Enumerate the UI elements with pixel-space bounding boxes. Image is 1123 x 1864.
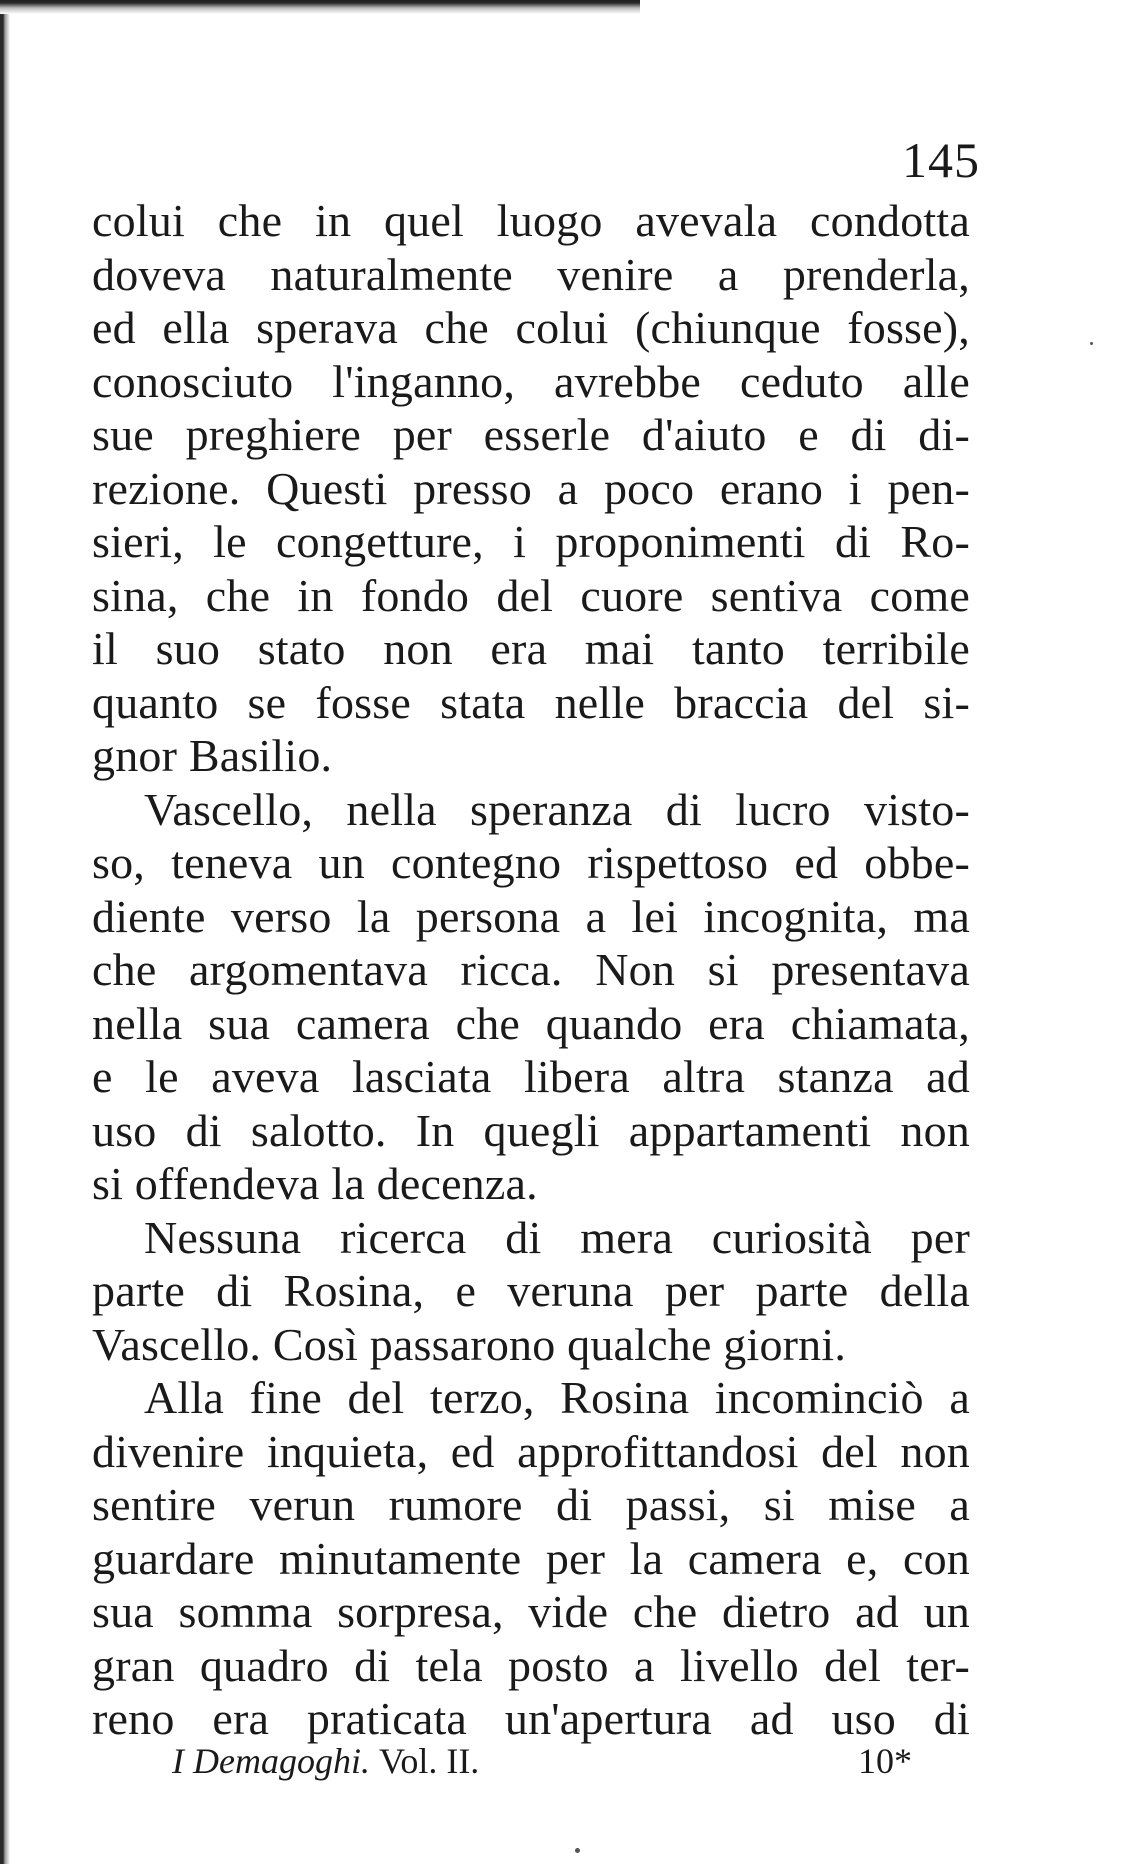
- text-line: il suo stato non era mai tanto terribile: [92, 623, 970, 674]
- text-line: doveva naturalmente venire a prenderla,: [92, 248, 970, 300]
- text-line: sue preghiere per esserle d'aiuto e di di-: [92, 409, 970, 460]
- text-line: sentire verun rumore di passi, si mise a: [92, 1479, 970, 1530]
- text-line: che argomentava ricca. Non si presentava: [92, 944, 970, 995]
- text-line: conosciuto l'inganno, avrebbe ceduto alle: [92, 355, 970, 407]
- text-line: uso di salotto. In quegli appartamenti non: [92, 1104, 970, 1156]
- text-line: nella sua camera che quando era chiamata,: [92, 997, 970, 1049]
- top-edge: [0, 0, 640, 14]
- text-line: Alla fine del terzo, Rosina incominciò a: [144, 1372, 970, 1423]
- footer-signature: [172, 1734, 479, 1788]
- page-footer: [172, 1734, 912, 1788]
- text-line: gnor Basilio.: [92, 730, 333, 781]
- text-line: gran quadro di tela posto a livello del ter-: [92, 1639, 970, 1691]
- sheet-mark: 10*: [858, 1741, 912, 1781]
- signature-title: I Demagoghi.: [172, 1741, 370, 1781]
- page-number: 145: [902, 132, 980, 188]
- text-line: Vascello, nella speranza di lucro visto-: [144, 783, 970, 835]
- text-line: e le aveva lasciata libera altra stanza ad: [92, 1051, 970, 1102]
- text-line: rezione. Questi presso a poco erano i pen-: [92, 462, 970, 514]
- scan-speck: [1090, 342, 1093, 345]
- binding-edge: [0, 0, 10, 1864]
- text-line: diente verso la persona a lei incognita, ma: [92, 890, 970, 942]
- text-line: Nessuna ricerca di mera curiosità per: [144, 1211, 970, 1263]
- scan-speck: [575, 1848, 580, 1853]
- text-line: sua somma sorpresa, vide che dietro ad un: [92, 1586, 970, 1637]
- text-line: sina, che in fondo del cuore sentiva come: [92, 569, 970, 621]
- text-line: reno era praticata un'apertura ad uso di: [92, 1693, 970, 1744]
- body-text: [92, 194, 970, 1746]
- text-line: ed ella sperava che colui (chiunque fosse),: [92, 302, 970, 353]
- text-line: parte di Rosina, e veruna per parte della: [92, 1265, 970, 1316]
- text-line: sieri, le congetture, i proponimenti di Ro-: [92, 516, 970, 567]
- text-line: so, teneva un contegno rispettoso ed obbe-: [92, 837, 970, 888]
- text-line: divenire inquieta, ed approfittandosi del non: [92, 1425, 970, 1477]
- text-line: quanto se fosse stata nelle braccia del si-: [92, 676, 970, 728]
- signature-volume: Vol. II.: [378, 1741, 480, 1781]
- text-line: Vascello. Così passarono qualche giorni.: [92, 1318, 847, 1370]
- text-line: guardare minutamente per la camera e, con: [92, 1532, 970, 1584]
- text-line: colui che in quel luogo avevala condotta: [92, 195, 970, 246]
- text-line: si offendeva la decenza.: [92, 1158, 538, 1209]
